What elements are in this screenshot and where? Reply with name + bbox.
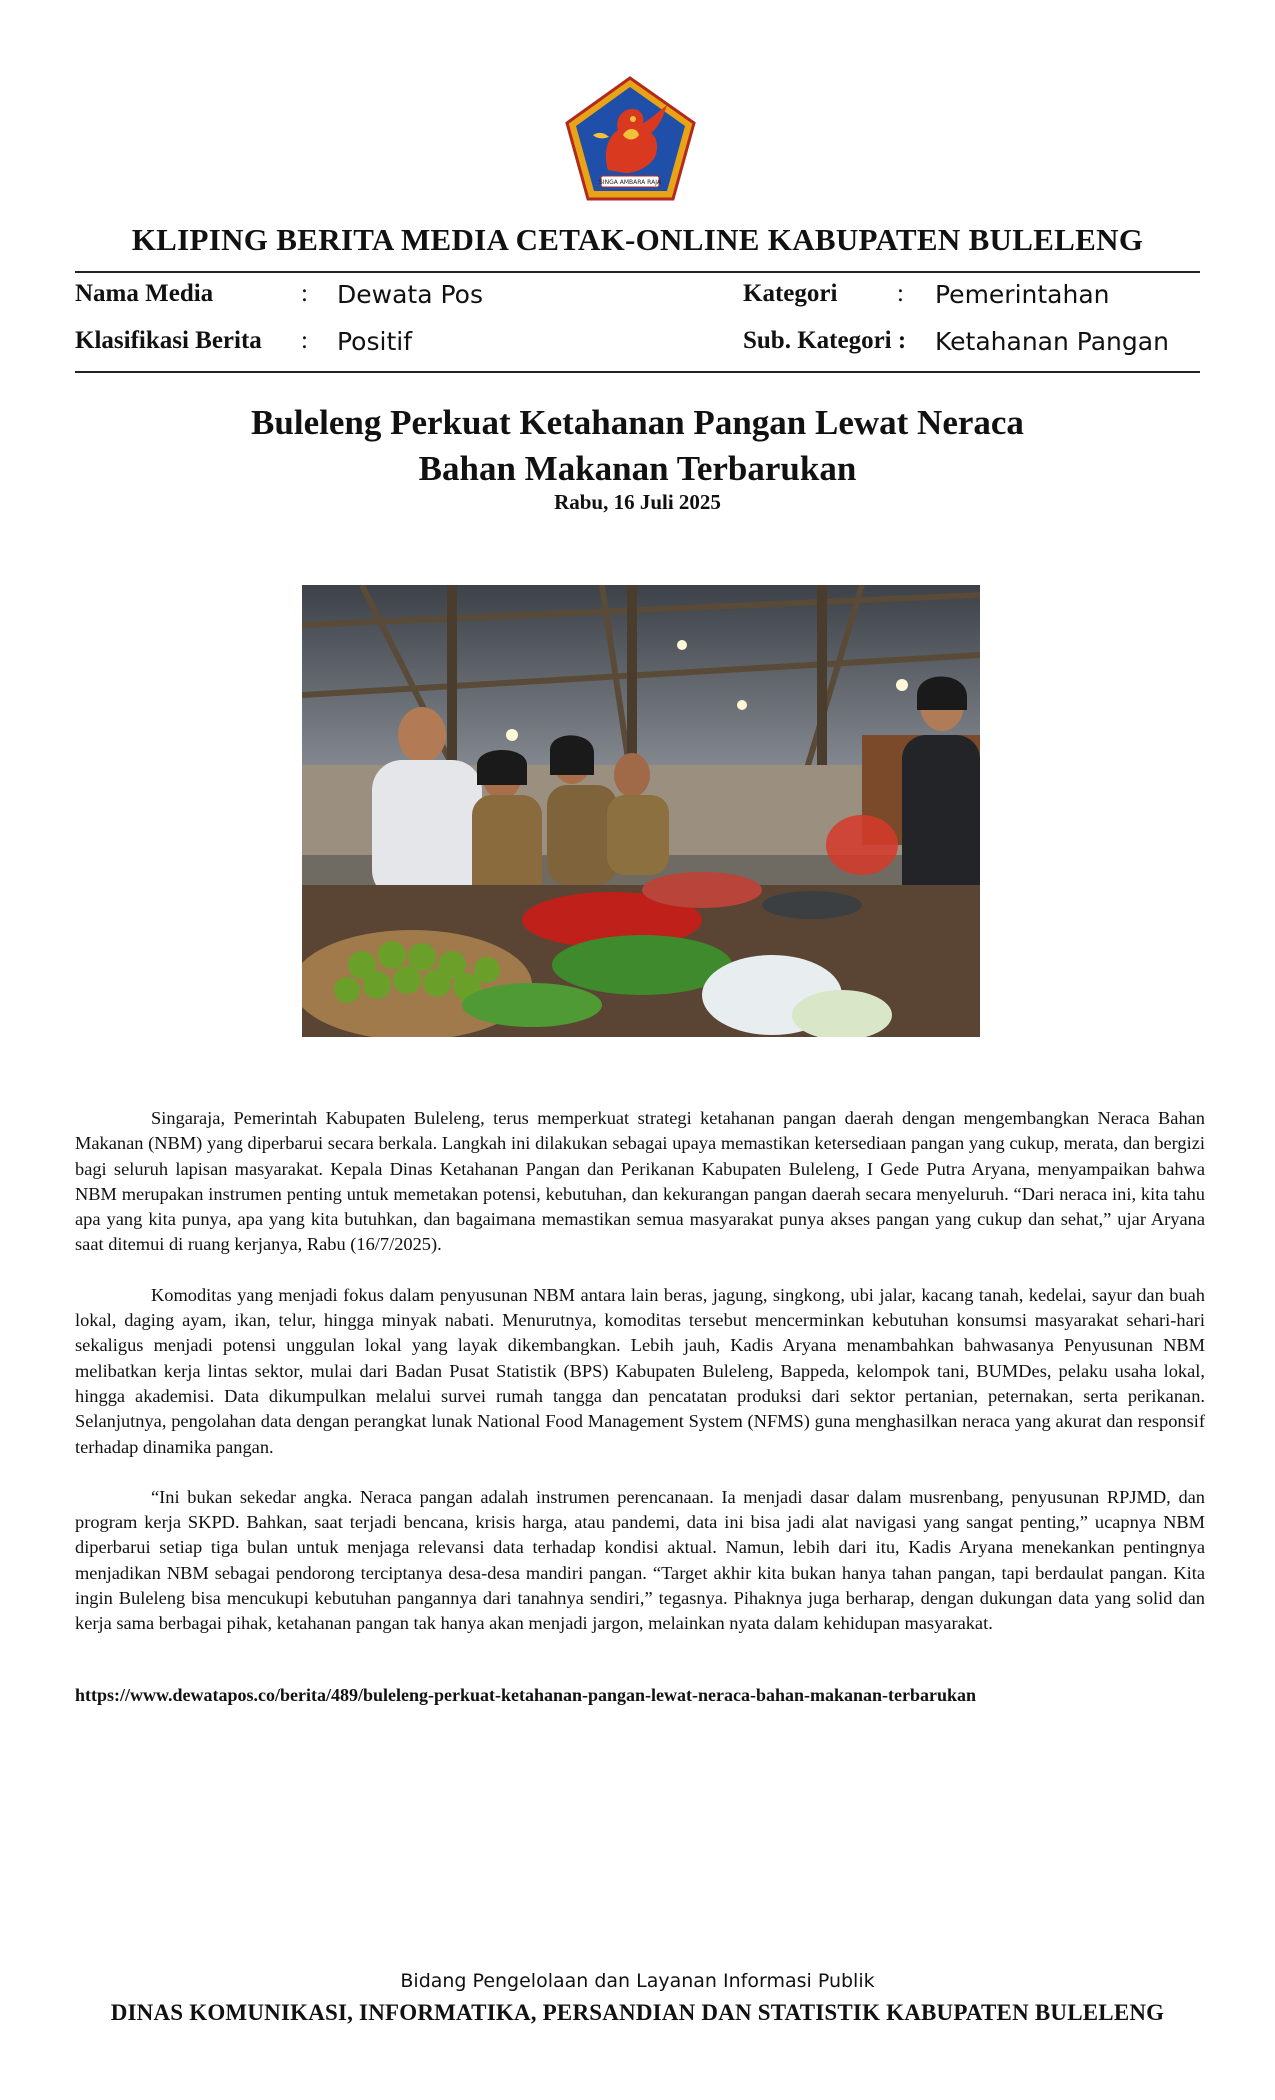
footer-division: Bidang Pengelolaan dan Layanan Informasi Publik [400, 1970, 875, 1992]
headline-line-1: Buleleng Perkuat Ketahanan Pangan Lewat Neraca [251, 403, 1024, 442]
logo-motto: SINGA AMBARA RAJA [599, 179, 661, 186]
subcategory-label: Sub. Kategori : [743, 327, 907, 354]
headline-line-2: Bahan Makanan Terbarukan [418, 449, 857, 488]
classification-label: Klasifikasi Berita [75, 327, 262, 354]
article-body [75, 1106, 1205, 1662]
article-paragraph-2: Komoditas yang menjadi fokus dalam penyusunan NBM antara lain beras, jagung, singkong, ubi jalar, kacang tanah, kedelai, sayur dan buah lokal, daging ayam, ikan, telur, hingga minyak nabati. Menurutnya, komoditas tersebut mencerminkan kebutuhan konsumsi masyarakat sehari-hari sekaligus menjadi potensi unggulan lokal yang layak dikembangkan. Lebih jauh, Kadis Aryana menambahkan bahwasanya Penyusunan NBM melibatkan kerja lintas sektor, mulai dari Badan Pusat Statistik (BPS) Kabupaten Buleleng, Bappeda, kelompok tani, BUMDes, pelaku usaha lokal, hingga akademisi. Data dikumpulkan melalui survei rumah tangga dan pencatatan produksi dari sektor pertanian, peternakan, serta perikanan. Selanjutnya, pengolahan data dengan perangkat lunak National Food Management System (NFMS) guna menghasilkan neraca yang akurat dan responsif terhadap dinamika pangan. [75, 1284, 1205, 1457]
meta-row-media [75, 280, 1200, 314]
subcategory-value: Ketahanan Pangan [935, 327, 1169, 356]
media-colon: : [301, 280, 308, 307]
media-value: Dewata Pos [337, 280, 483, 309]
top-divider [75, 271, 1200, 273]
article-date: Rabu, 16 Juli 2025 [554, 490, 721, 514]
meta-row-classification [75, 327, 1200, 361]
bottom-divider [75, 371, 1200, 373]
category-label: Kategori [743, 280, 838, 307]
category-colon: : [897, 280, 904, 307]
article-paragraph-1: Singaraja, Pemerintah Kabupaten Buleleng, terus memperkuat strategi ketahanan pangan daerah dengan mengembangkan Neraca Bahan Makanan (NBM) yang diperbarui secara berkala. Langkah ini dilakukan sebagai upaya memastikan ketersediaan pangan yang cukup, merata, dan bergizi bagi seluruh lapisan masyarakat. Kepala Dinas Ketahanan Pangan dan Perikanan Kabupaten Buleleng, I Gede Putra Aryana, menyampaikan bahwa NBM merupakan instrumen penting untuk memetakan potensi, kebutuhan, dan kekurangan pangan daerah secara menyeluruh. “Dari neraca ini, kita tahu apa yang kita punya, apa yang kita butuhkan, dan bagaimana memastikan semua masyarakat punya akses pangan yang cukup dan sehat,” ujar Aryana saat ditemui di ruang kerjanya, Rabu (16/7/2025). [75, 1108, 1205, 1255]
footer-agency: DINAS KOMUNIKASI, INFORMATIKA, PERSANDIAN DAN STATISTIK KABUPATEN BULELENG [110, 2000, 1165, 2025]
media-label: Nama Media [75, 280, 214, 307]
classification-value: Positif [337, 327, 412, 356]
document-title: KLIPING BERITA MEDIA CETAK-ONLINE KABUPATEN BULELENG [131, 222, 1144, 257]
article-headline [0, 400, 1275, 492]
article-photo [302, 585, 980, 1037]
article-paragraph-3: “Ini bukan sekedar angka. Neraca pangan adalah instrumen perencanaan. Ia menjadi dasar dalam musrenbang, penyusunan RPJMD, dan program kerja SKPD. Bahkan, saat terjadi bencana, krisis harga, atau pandemi, data ini bisa jadi alat navigasi yang sangat penting,” ucapnya NBM diperbarui setiap tiga bulan untuk menjaga relevansi data terhadap kondisi aktual. Namun, lebih dari itu, Kadis Aryana menekankan pentingnya menjadikan NBM sebagai pendorong terciptanya desa-desa mandiri pangan. “Target akhir kita bukan hanya tahan pangan, tapi berdaulat pangan. Kita ingin Buleleng bisa mencukupi kebutuhan pangannya dari tanahnya sendiri,” tegasnya. Pihaknya juga berharap, dengan dukungan data yang solid dan kerja sama berbagai pihak, ketahanan pangan tak hanya akan menjadi jargon, melainkan nyata dalam kehidupan masyarakat. [75, 1486, 1205, 1634]
source-url-link[interactable]: https://www.dewatapos.co/berita/489/buleleng-perkuat-ketahanan-pangan-lewat-neraca-bahan-makanan-terbarukan [75, 1685, 977, 1705]
category-value: Pemerintahan [935, 280, 1110, 309]
regency-logo [563, 75, 698, 203]
classification-colon: : [301, 327, 308, 354]
